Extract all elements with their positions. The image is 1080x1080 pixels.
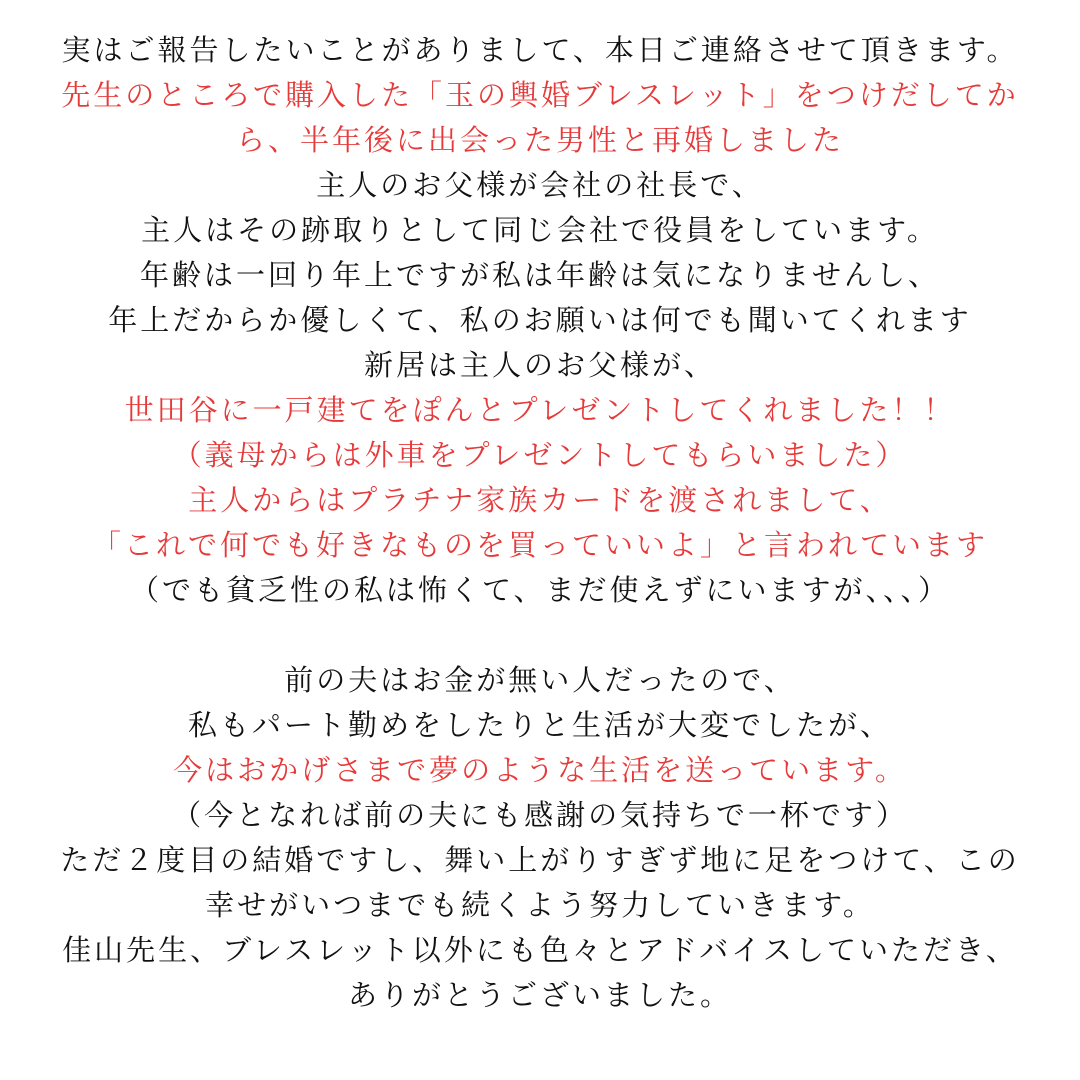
text-line-3-highlight: ら、半年後に出会った男性と再婚しました xyxy=(235,123,844,157)
text-line-20: 幸せがいつまでも続くよう努力していきます。 xyxy=(205,888,875,922)
text-line-21: 佳山先生、ブレスレット以外にも色々とアドバイスしていただき、 xyxy=(62,933,1018,967)
text-line-13: （でも貧乏性の私は怖くて、まだ使えずにいますが、、、） xyxy=(130,573,950,607)
text-line-17-highlight: 今はおかげさまで夢のような生活を送っています。 xyxy=(173,753,907,787)
text-line-4: 主人のお父様が会社の社長で、 xyxy=(316,168,764,202)
text-line-5: 主人はその跡取りとして同じ会社で役員をしています。 xyxy=(141,213,939,247)
text-line-6: 年齢は一回り年上ですが私は年齢は気になりませんし、 xyxy=(139,258,940,292)
text-line-8: 新居は主人のお父様が、 xyxy=(363,348,716,382)
text-line-2-highlight: 先生のところで購入した「玉の輿婚ブレスレット」をつけだしてか xyxy=(61,78,1019,112)
text-line-9-highlight: 世田谷に一戸建てをぽんとプレゼントしてくれました！！ xyxy=(124,393,956,427)
text-line-15: 前の夫はお金が無い人だったので、 xyxy=(284,663,796,697)
text-line-18: （今となれば前の夫にも感謝の気持ちで一杯です） xyxy=(172,798,908,832)
text-line-11-highlight: 主人からはプラチナ家族カードを渡されまして、 xyxy=(188,483,892,517)
text-line-1: 実はご報告したいことがありまして、本日ご連絡させて頂きます。 xyxy=(61,33,1019,67)
text-line-7: 年上だからか優しくて、私のお願いは何でも聞いてくれます xyxy=(108,303,972,337)
text-line-19: ただ２度目の結婚ですし、舞い上がりすぎず地に足をつけて、この xyxy=(60,843,1020,877)
text-line-12-highlight: 「これで何でも好きなものを買っていいよ」と言われています xyxy=(91,528,988,562)
text-line-22: ありがとうございました。 xyxy=(347,978,732,1012)
text-line-16: 私もパート勤めをしたりと生活が大変でしたが、 xyxy=(187,708,892,742)
text-line-10-highlight: （義母からは外車をプレゼントしてもらいました） xyxy=(172,438,908,472)
blank-line xyxy=(0,613,1080,658)
